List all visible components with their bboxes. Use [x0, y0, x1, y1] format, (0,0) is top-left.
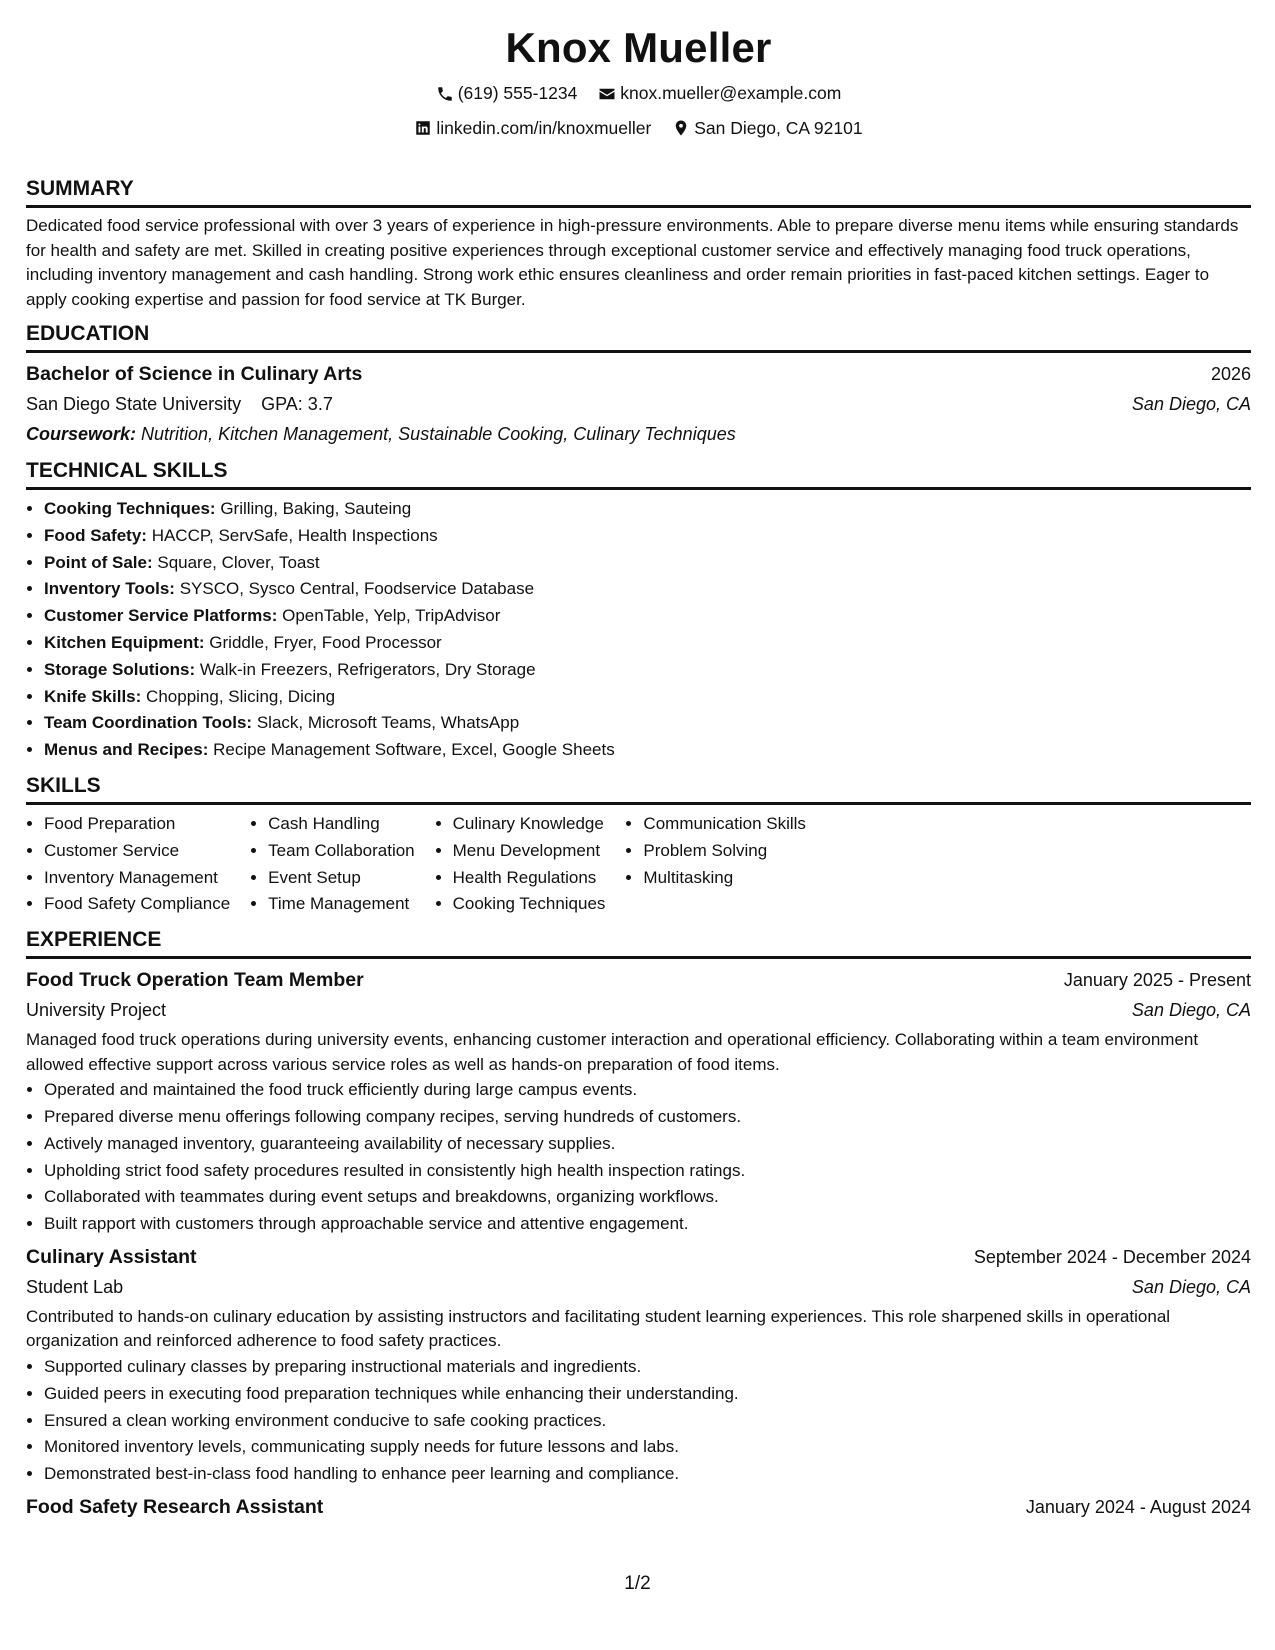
job-dates: January 2024 - August 2024 [1025, 1496, 1251, 1517]
list-item: • Operated and maintained the food truck efficiently during large campus events. [44, 1077, 1251, 1104]
list-item: • Menu Development [453, 838, 606, 865]
skills-column [435, 811, 606, 918]
list-item: • Supported culinary classes by preparing instructional materials and ingredients. [44, 1354, 1251, 1381]
list-item: • Problem Solving [643, 838, 806, 865]
job-dates: January 2025 - Present [1063, 970, 1251, 991]
envelope-icon [598, 85, 616, 103]
job-header [26, 1242, 1251, 1272]
job-org: University Project [26, 1000, 167, 1021]
list-item: • Collaborated with teammates during event setups and breakdowns, organizing workflows. [44, 1184, 1251, 1211]
list-item: • Food Preparation [44, 811, 230, 838]
job-role: Food Safety Research Assistant [26, 1495, 324, 1518]
list-item: • Event Setup [268, 865, 414, 892]
list-item: • Customer Service [44, 838, 230, 865]
summary-text: Dedicated food service professional with over 3 years of experience in high-pressure environments. Able to prepare diverse menu items while ensuring standards for health and safety are met. Skilled in creating positive experiences through exceptional customer service and effectively managing food truck operations, including inventory management and cash handling. Strong work ethic ensures cleanliness and order remain priorities in fast-paced kitchen settings. Eager to apply cooking expertise and passion for food service at TK Burger. [26, 216, 1239, 309]
job-bullets [26, 1354, 1251, 1488]
linkedin-text: linkedin.com/in/knoxmueller [436, 117, 652, 138]
list-item: • Upholding strict food safety procedures resulted in consistently high health inspection ratings. [44, 1158, 1251, 1185]
coursework: Nutrition, Kitchen Management, Sustainable Cooking, Culinary Techniques [141, 424, 736, 444]
list-item: • Health Regulations [453, 865, 606, 892]
list-item: • Inventory Management [44, 865, 230, 892]
skills-grid [26, 811, 1251, 918]
location-text: San Diego, CA 92101 [694, 117, 863, 138]
list-item: • Team Collaboration [268, 838, 414, 865]
job-role: Food Truck Operation Team Member [26, 969, 364, 992]
education-section [26, 322, 1251, 449]
contact-info [26, 78, 1251, 147]
list-item: • Culinary Knowledge [453, 811, 606, 838]
list-item: • Monitored inventory levels, communicating supply needs for future lessons and labs. [44, 1434, 1251, 1461]
job-description: Managed food truck operations during university events, enhancing customer interaction and operational efficiency. Collaborating within a team environment allowed effective support across various service roles as well as hands-on preparation of food items. [26, 1030, 1199, 1074]
email[interactable] [598, 78, 841, 109]
email-text: knox.mueller@example.com [620, 83, 842, 103]
job-entry [26, 1242, 1251, 1488]
list-item: • Food Safety Compliance [44, 891, 230, 918]
list-item: • Point of Sale: Square, Clover, Toast [44, 550, 1251, 577]
list-item: • Team Coordination Tools: Slack, Microsoft Teams, WhatsApp [44, 710, 1251, 737]
list-item: • Prepared diverse menu offerings following company recipes, serving hundreds of customers. [44, 1104, 1251, 1131]
coursework-label: Coursework: [26, 424, 137, 444]
list-item: • Cooking Techniques: Grilling, Baking, Sauteing [44, 496, 1251, 523]
section-title: SUMMARY [26, 177, 1251, 208]
job-location: San Diego, CA [1131, 1276, 1251, 1297]
job-bullets [26, 1077, 1251, 1238]
job-entry [26, 965, 1251, 1238]
section-title: SKILLS [26, 774, 1251, 805]
list-item: • Kitchen Equipment: Griddle, Fryer, Food Processor [44, 630, 1251, 657]
list-item: • Actively managed inventory, guaranteeing availability of necessary supplies. [44, 1131, 1251, 1158]
technical-skills-list [26, 496, 1251, 764]
list-item: • Inventory Tools: SYSCO, Sysco Central, Foodservice Database [44, 576, 1251, 603]
gpa: GPA: 3.7 [261, 394, 333, 414]
degree-row [26, 359, 1251, 389]
section-title: EXPERIENCE [26, 928, 1251, 959]
list-item: • Multitasking [643, 865, 806, 892]
list-item: • Customer Service Platforms: OpenTable, Yelp, TripAdvisor [44, 603, 1251, 630]
summary-section [26, 177, 1251, 312]
list-item: • Time Management [268, 891, 414, 918]
job-header [26, 965, 1251, 995]
candidate-name: Knox Mueller [505, 24, 772, 71]
location [672, 113, 862, 144]
experience-section [26, 928, 1251, 1522]
page-number: 1/2 [624, 1573, 651, 1594]
coursework-row [26, 419, 1251, 449]
list-item: • Storage Solutions: Walk-in Freezers, Refrigerators, Dry Storage [44, 657, 1251, 684]
degree: Bachelor of Science in Culinary Arts [26, 363, 363, 385]
skills-column [26, 811, 230, 918]
job-org-row [26, 995, 1251, 1025]
job-org: Student Lab [26, 1276, 124, 1297]
list-item: • Cooking Techniques [453, 891, 606, 918]
map-pin-icon [672, 119, 690, 137]
list-item: • Menus and Recipes: Recipe Management Software, Excel, Google Sheets [44, 737, 1251, 764]
list-item: • Built rapport with customers through approachable service and attentive engagement. [44, 1211, 1251, 1238]
list-item: • Cash Handling [268, 811, 414, 838]
school: San Diego State University [26, 394, 242, 414]
skills-column [625, 811, 806, 918]
linkedin-icon [414, 119, 432, 137]
section-title: TECHNICAL SKILLS [26, 459, 1251, 490]
linkedin[interactable] [414, 113, 651, 144]
list-item: • Food Safety: HACCP, ServSafe, Health Inspections [44, 523, 1251, 550]
job-description: Contributed to hands-on culinary education by assisting instructors and facilitating student learning experiences. This role sharpened skills in operational organization and reinforced adherence to food safety practices. [26, 1306, 1171, 1351]
resume-page [26, 0, 1251, 1522]
grad-year: 2026 [1210, 364, 1251, 384]
list-item: • Guided peers in executing food preparation techniques while enhancing their understanding. [44, 1381, 1251, 1408]
school-location: San Diego, CA [1131, 394, 1251, 414]
list-item: • Knife Skills: Chopping, Slicing, Dicing [44, 684, 1251, 711]
skills-section [26, 774, 1251, 918]
job-entry [26, 1492, 1251, 1522]
list-item: • Demonstrated best-in-class food handling to enhance peer learning and compliance. [44, 1461, 1251, 1488]
job-location: San Diego, CA [1131, 1000, 1251, 1021]
phone[interactable] [436, 78, 578, 109]
section-title: EDUCATION [26, 322, 1251, 353]
job-role: Culinary Assistant [26, 1245, 197, 1268]
job-dates: September 2024 - December 2024 [973, 1246, 1251, 1267]
school-row [26, 389, 1251, 419]
job-header [26, 1492, 1251, 1522]
skills-column [250, 811, 414, 918]
technical-skills-section [26, 459, 1251, 764]
phone-icon [436, 85, 454, 103]
list-item: • Ensured a clean working environment conducive to safe cooking practices. [44, 1408, 1251, 1435]
list-item: • Communication Skills [643, 811, 806, 838]
phone-text: (619) 555-1234 [457, 83, 578, 103]
job-org-row [26, 1272, 1251, 1302]
